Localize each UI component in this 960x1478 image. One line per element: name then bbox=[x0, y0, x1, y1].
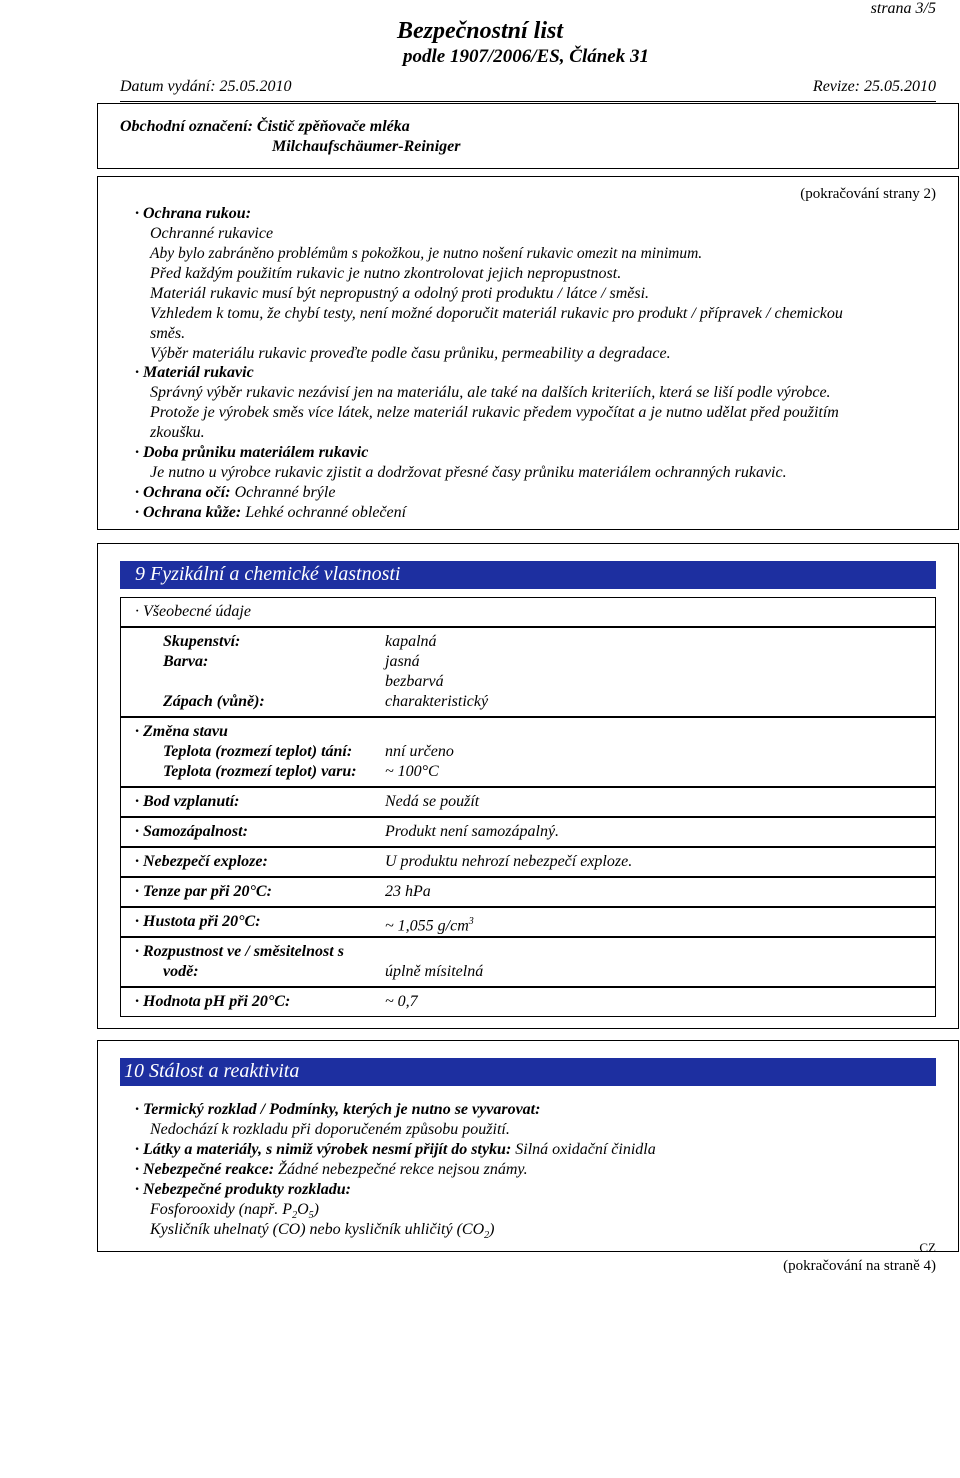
breakthrough-label: · Doba průniku materiálem rukavic bbox=[135, 444, 369, 461]
melting-value: nní určeno bbox=[385, 743, 454, 760]
explosion-value: U produktu nehrozí nebezpečí exploze. bbox=[385, 853, 633, 870]
document-title: Bezpečnostní list bbox=[396, 18, 564, 44]
continued-from: (pokračování strany 2) bbox=[800, 186, 936, 202]
color-value-1: jasná bbox=[385, 653, 420, 670]
decomposition-label: · Nebezpečné produkty rozkladu: bbox=[135, 1181, 351, 1198]
melting-label: Teplota (rozmezí teplot) tání: bbox=[163, 743, 353, 760]
boiling-value: ~ 100°C bbox=[385, 763, 439, 780]
explosion-label: · Nebezpečí exploze: bbox=[135, 853, 268, 870]
skin-protection: · Ochrana kůže: Lehké ochranné oblečení bbox=[135, 504, 407, 521]
eye-protection: · Ochrana očí: Ochranné brýle bbox=[135, 484, 336, 501]
hand-line-3: Před každým použitím rukavic je nutno zkontrolovat jejich nepropustnost. bbox=[150, 265, 622, 282]
solubility-value: úplně mísitelná bbox=[385, 963, 484, 980]
incompatible-materials: · Látky a materiály, s nimiž výrobek nesmí přijít do styku: Silná oxidační činidla bbox=[135, 1141, 656, 1158]
section10-heading: 10 Stálost a reaktivita bbox=[120, 1058, 936, 1086]
decomposition-line-1: Fosforooxidy (např. $P_2O_5$) bbox=[150, 1201, 319, 1222]
hand-line-2: Aby bylo zabráněno problémům s pokožkou, je nutno nošení rukavic omezit na minimum. bbox=[150, 245, 703, 262]
glove-material-line-1: Správný výběr rukavic nezávisí jen na materiálu, ale také na dalších kriteriích, která se liší podle výrobce. bbox=[150, 384, 831, 401]
color-value-2: bezbarvá bbox=[385, 673, 444, 690]
hazardous-reactions: · Nebezpečné reakce: Žádné nebezpečné rekce nejsou známy. bbox=[135, 1161, 528, 1178]
vapor-value: 23 hPa bbox=[385, 883, 431, 900]
hand-line-7: Výběr materiálu rukavic proveďte podle času průniku, permeability a degradace. bbox=[150, 345, 671, 362]
hand-line-1: Ochranné rukavice bbox=[150, 225, 274, 242]
hand-line-6: směs. bbox=[150, 325, 186, 342]
thermal-value: Nedochází k rozkladu při doporučeném způsobu použití. bbox=[150, 1121, 510, 1138]
hand-line-5: Vzhledem k tomu, že chybí testy, není možné doporučit materiál rukavic pro produkt / přípravek / chemickou bbox=[150, 305, 843, 322]
color-label: Barva: bbox=[163, 653, 209, 670]
continued-on: (pokračování na straně 4) bbox=[783, 1258, 936, 1274]
trade-name-label: Obchodní označení: Čistič zpěňovače mléka bbox=[120, 118, 410, 135]
glove-material-line-2: Protože je výrobek směs více látek, nelze materiál rukavic předem vypočítat a je nutno udělat před použitím bbox=[150, 404, 839, 421]
language-code: CZ bbox=[919, 1240, 936, 1255]
state-value: kapalná bbox=[385, 633, 437, 650]
flash-row bbox=[120, 787, 936, 817]
density-label: · Hustota při 20°C: bbox=[135, 913, 261, 930]
general-label: · Všeobecné údaje bbox=[135, 603, 251, 620]
ph-label: · Hodnota pH při 20°C: bbox=[135, 993, 291, 1010]
breakthrough-text: Je nutno u výrobce rukavic zjistit a dodržovat přesné časy průniku materiálem ochranných rukavic. bbox=[150, 464, 787, 481]
thermal-label: · Termický rozklad / Podmínky, kterých je nutno se vyvarovat: bbox=[135, 1101, 541, 1118]
solubility-label-2: vodě: bbox=[163, 963, 199, 980]
flash-label: · Bod vzplanutí: bbox=[135, 793, 240, 810]
page-number: strana 3/5 bbox=[870, 0, 936, 17]
ph-value: ~ 0,7 bbox=[385, 993, 418, 1010]
state-label: Skupenství: bbox=[163, 633, 241, 650]
boiling-label: Teplota (rozmezí teplot) varu: bbox=[163, 763, 357, 780]
autoignition-label: · Samozápalnost: bbox=[135, 823, 248, 840]
solubility-label: · Rozpustnost ve / směsitelnost s bbox=[135, 943, 344, 960]
density-value: ~ 1,055 $g/cm^3$ bbox=[385, 916, 474, 935]
state-change-label: · Změna stavu bbox=[135, 723, 228, 740]
trade-name-box bbox=[97, 103, 959, 169]
section9-heading: 9 Fyzikální a chemické vlastnosti bbox=[120, 561, 936, 589]
issue-date: Datum vydání: 25.05.2010 bbox=[120, 78, 292, 95]
hand-protection-label: · Ochrana rukou: bbox=[135, 205, 252, 222]
revision-date: Revize: 25.05.2010 bbox=[812, 78, 936, 95]
glove-material-label: · Materiál rukavic bbox=[135, 364, 254, 381]
autoignition-value: Produkt není samozápalný. bbox=[385, 823, 560, 840]
vapor-label: · Tenze par při 20°C: bbox=[135, 883, 272, 900]
odor-value: charakteristický bbox=[385, 693, 489, 710]
document-subtitle: podle 1907/2006/ES, Článek 31 bbox=[403, 46, 649, 67]
header-rule bbox=[120, 101, 936, 102]
hand-line-4: Materiál rukavic musí být nepropustný a odolný proti produktu / látce / směsi. bbox=[150, 285, 650, 302]
trade-name-secondary: Milchaufschäumer-Reiniger bbox=[272, 138, 461, 155]
odor-label: Zápach (vůně): bbox=[163, 693, 265, 710]
glove-material-line-3: zkoušku. bbox=[150, 424, 205, 441]
decomposition-line-2: Kysličník uhelnatý (CO) nebo kysličník uhličitý $(CO_2)$ bbox=[150, 1221, 495, 1242]
flash-value: Nedá se použít bbox=[385, 793, 480, 810]
